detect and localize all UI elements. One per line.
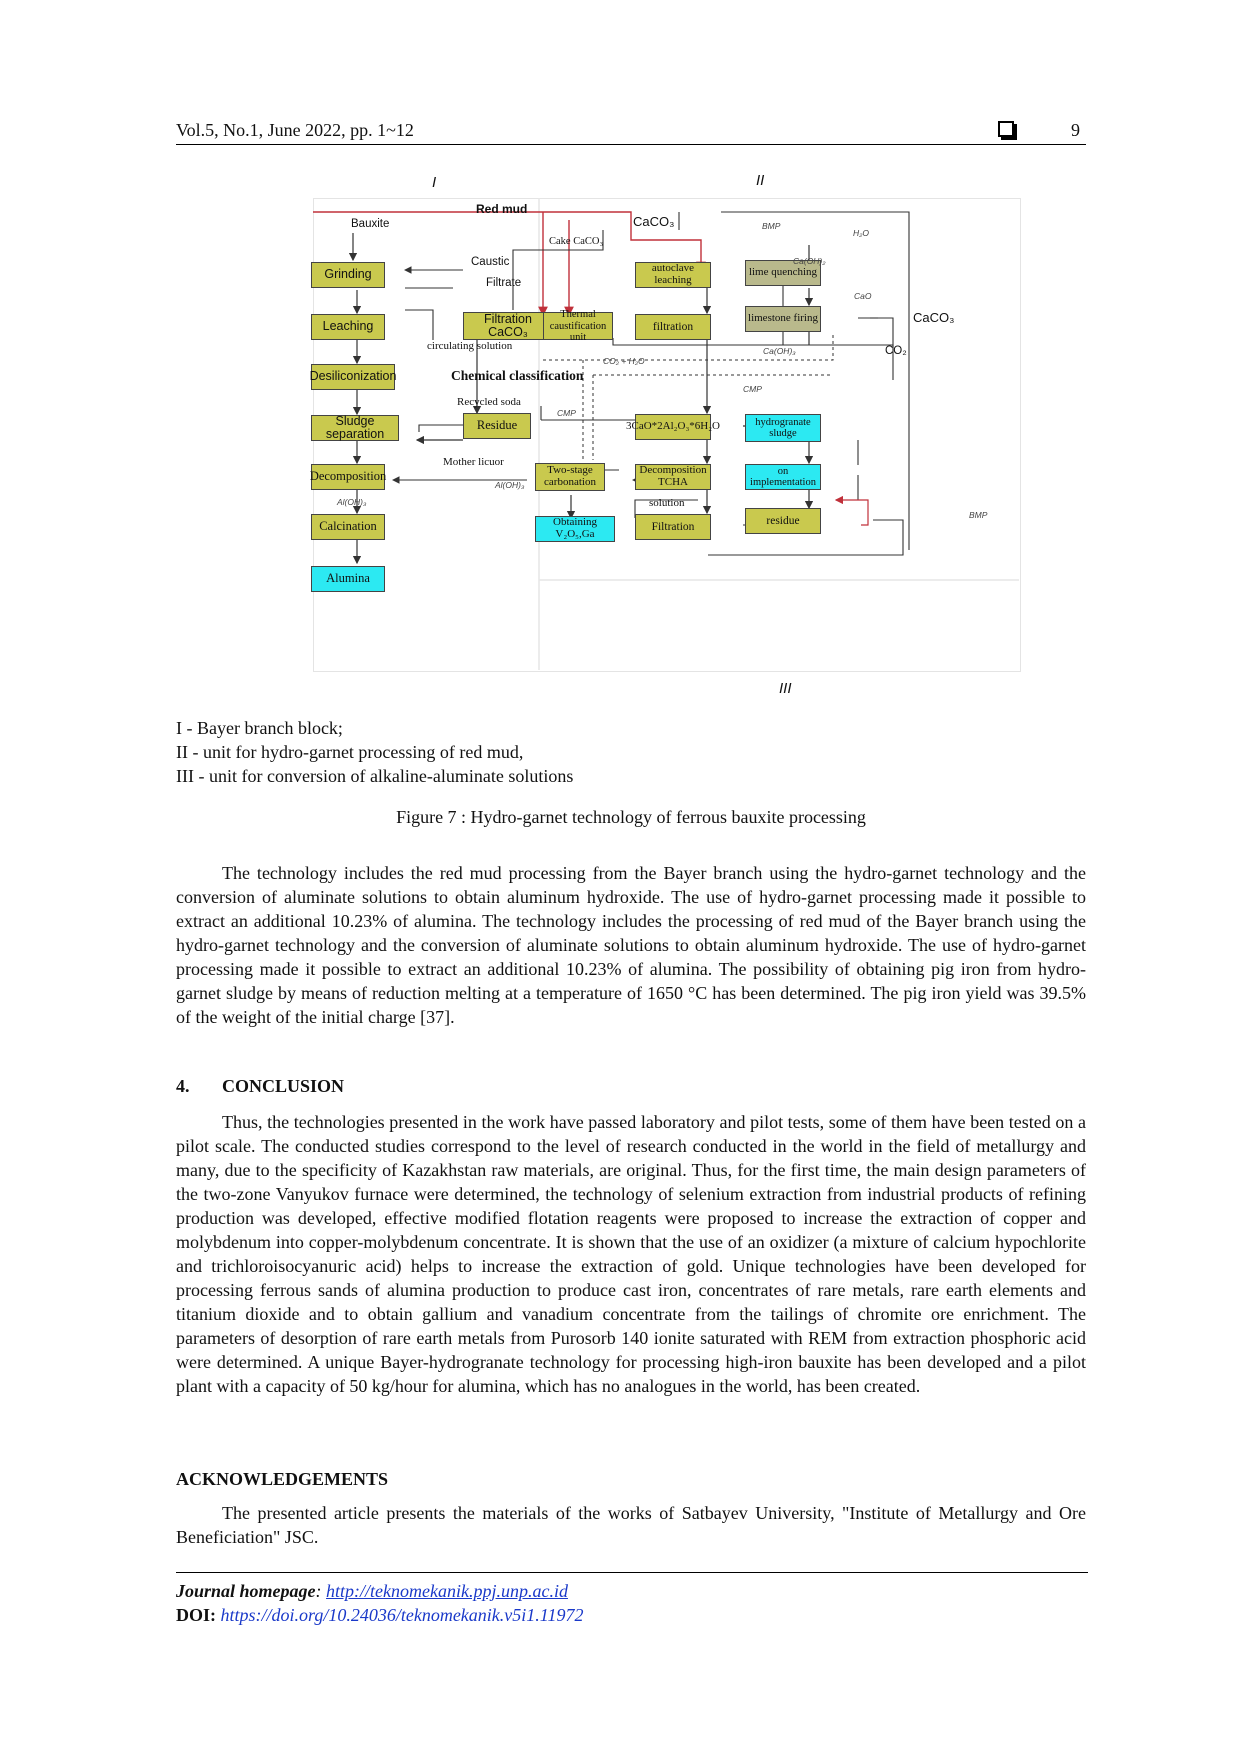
grinding-box: Grinding <box>311 262 385 288</box>
filtration-caco3-box: Filtration CaCO₃ <box>463 312 553 340</box>
decomposition-box: Decomposition <box>311 464 385 490</box>
co2-h2o-label: CO₂ + H₂O <box>603 356 645 366</box>
section-title: CONCLUSION <box>222 1076 345 1096</box>
homepage-link[interactable]: http://teknomekanik.ppj.unp.ac.id <box>326 1581 568 1601</box>
page-number: 9 <box>1071 120 1080 140</box>
chemical-classification-label: Chemical classification <box>451 368 584 383</box>
cake-caco3-label: Cake CaCO₃ <box>549 236 604 247</box>
bauxite-label: Bauxite <box>351 218 390 230</box>
sludge-separation-box: Sludge separation <box>311 415 399 441</box>
two-stage-carbonation-box: Two-stage carbonation <box>535 463 605 491</box>
figure-caption: Figure 7 : Hydro-garnet technology of ferrous bauxite processing <box>396 807 866 827</box>
hydrogranate-sludge-box: hydrogranate sludge <box>745 414 821 442</box>
page-footer: Journal homepage: http://teknomekanik.ppj.unp.ac.id DOI: https://doi.org/10.24036/teknomekanik.v5i1.11972 <box>176 1572 1088 1627</box>
decomposition-tcha-box: Decomposition TCHA <box>635 464 711 490</box>
cao-label: CaO <box>854 291 872 301</box>
figure-legend <box>176 716 573 788</box>
residue-2-box: residue <box>745 508 821 534</box>
journal-volume: Vol.5, No.1, June 2022, pp. 1~12 <box>176 120 414 140</box>
tcha-box: 3CaO*2Al₂O₃*6H₂O <box>635 414 711 440</box>
caco3-top-label: CaCO₃ <box>633 214 675 229</box>
lime-quenching-box: lime quenching <box>745 260 821 286</box>
cmp-left-label: CMP <box>557 408 576 418</box>
cmp-mid-label: CMP <box>743 384 762 394</box>
red-mud-label: Red mud <box>476 202 528 216</box>
solution-label: solution <box>649 497 685 509</box>
conclusion-paragraph: Thus, the technologies presented in the work have passed laboratory and pilot tests, some of them have been tested on a pilot scale. The conducted studies correspond to the level of research conducted in the world in the field of metallurgy and many, due to the specificity of Kazakhstan raw materials, are original. Thus, for the first time, the main design parameters of the two-zone Vanyukov furnace were determined, the technology of selenium extraction from industrial products of refining production was developed, effective modified flotation reagents were proposed to increase the extraction of copper and molybdenum into copper-molybdenum concentrate. It is shown that the use of an oxidizer (a mixture of calcium hypochlorite and trichloroisocyanuric acid) helps to increase the extraction of gold. Unique technologies have been developed for processing ferrous sands of alumina production to produce cast iron, concentrates of rare metals, rare earth elements and titanium dioxide and to obtain gallium and vanadium concentrate from the tailings of chromite ore enrichment. The parameters of desorption of rare earth metals from Purosorb 140 ionite saturated with REM from extraction phosphoric acid were determined. A unique Bayer-hydrogranate technology for processing high-iron bauxite has been developed and a pilot plant with a capacity of 50 kg/hour for alumina, which has no analogues in the world, has been created. <box>176 1112 1086 1396</box>
acknowledgements-paragraph: The presented article presents the materials of the works of Satbayev University, "Institute of Metallurgy and Ore Beneficiation" JSC. <box>176 1503 1086 1547</box>
process-flow-diagram <box>309 170 1023 700</box>
running-header <box>176 118 1086 145</box>
caoh2-mid-label: Ca(OH)₃ <box>763 346 796 356</box>
section-label-iii: III <box>779 680 792 697</box>
caoh2-top-label: Ca(OH)₂ <box>793 256 826 266</box>
legend-item-iii: III - unit for conversion of alkaline-aluminate solutions <box>176 766 574 786</box>
aloh3-left-label: Al(OH)₃ <box>337 497 367 507</box>
doi-link[interactable]: https://doi.org/10.24036/teknomekanik.v5i1.11972 <box>220 1605 584 1625</box>
circulating-solution-label: circulating solution <box>427 340 513 352</box>
filtration-box: filtration <box>635 314 711 340</box>
co2-label: CO₂ <box>885 345 907 357</box>
bmp-top-label: BMP <box>762 221 781 231</box>
doi-label: DOI: <box>176 1605 216 1625</box>
caustic-label: Caustic <box>471 256 510 268</box>
legend-item-ii: II - unit for hydro-garnet processing of red mud, <box>176 742 524 762</box>
aloh3-mid-label: Al(OH)₃ <box>495 480 525 490</box>
legend-item-i: I - Bayer branch block; <box>176 718 343 738</box>
homepage-label: Journal homepage <box>176 1581 316 1601</box>
bmp-right-label: BMP <box>969 510 988 520</box>
limestone-firing-box: limestone firing <box>745 306 821 332</box>
autoclave-leaching-box: autoclave leaching <box>635 262 711 288</box>
section-label-i: I <box>432 174 437 191</box>
residue-box: Residue <box>463 413 531 439</box>
h2o-label: H₂O <box>853 228 869 238</box>
alumina-box: Alumina <box>311 566 385 592</box>
acknowledgements-heading: ACKNOWLEDGEMENTS <box>176 1469 389 1489</box>
on-implementation-box: on implementation <box>745 464 821 490</box>
calcination-box: Calcination <box>311 514 385 540</box>
mother-liquor-label: Mother licuor <box>443 456 504 468</box>
section-number: 4. <box>176 1076 190 1096</box>
filtration-2-box: Filtration <box>635 514 711 540</box>
section-label-ii: II <box>756 172 765 189</box>
leaching-box: Leaching <box>311 314 385 340</box>
body-paragraph-1: The technology includes the red mud processing from the Bayer branch using the hydro-garnet technology and the conversion of aluminate solutions to obtain aluminum hydroxide. The use of hydro-garnet processing made it possible to extract an additional 10.23% of alumina. The technology includes the processing of red mud of the Bayer branch using the hydro-garnet technology and the conversion of aluminate solutions to obtain aluminum hydroxide. The use of hydro-garnet processing made it possible to extract an additional 10.23% of alumina. The possibility of obtaining pig iron from hydro-garnet sludge by means of reduction melting at a temperature of 1650 °C has been determined. The pig iron yield was 39.5% of the weight of the initial charge [37]. <box>176 863 1086 1027</box>
checkbox-symbol-icon <box>998 121 1014 137</box>
desiliconization-box: Desiliconization <box>311 364 395 390</box>
section-heading-conclusion <box>176 1076 344 1097</box>
thermal-caustification-box: Thermal caustification unit <box>543 312 613 340</box>
obtaining-v2o5-box: Obtaining V₂O₅,Ga <box>535 516 615 542</box>
caco3-right-label: CaCO₃ <box>913 310 955 325</box>
filtrate-label: Filtrate <box>486 277 522 289</box>
recycled-soda-label: Recycled soda <box>457 396 521 408</box>
